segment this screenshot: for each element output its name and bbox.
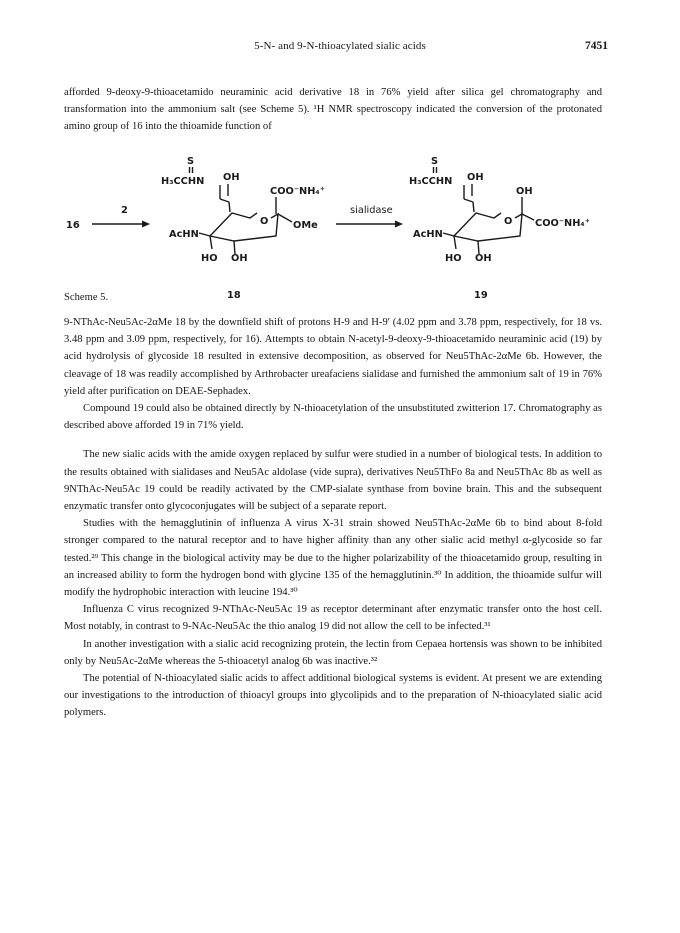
compound-19-number: 19 <box>474 290 488 301</box>
body-text <box>64 314 602 722</box>
page-number: 7451 <box>585 40 608 52</box>
paragraph: The new sialic acids with the amide oxygen replaced by sulfur were studied in a number of biological tests. In addition to the results obtained with sialidases and Neu5Ac aldolase (vide supra), derivatives Neu5ThFo 8a and Neu5ThAc 8b as well as 9NThAc-Neu5Ac 19 could be readily activated by the CMP-sialate synthase from bovine brain. This and the subsequent enzymatic transfer onto glycoconjugates will be subject of a separate report. <box>64 449 602 513</box>
acetamido-label: AcHN <box>413 229 443 240</box>
running-head <box>0 40 680 56</box>
paragraph: Studies with the hemagglutinin of influenza A virus X-31 strain showed Neu5ThAc-2αMe 6b to bind about 8-fold stronger compared to the natural receptor and to have higher affinity than any other sialic acid methyl α-glycoside so far tested.²⁹ This change in the biological activity may be due to the higher polarizability of the thioacetamido group, resulting in an increased ability to form the hydrogen bond with glycine 135 of the hemagglutinin.³⁰ In addition, the thioamide sulfur will modify the hydrophobic interaction with leucine 194.³⁰ <box>64 518 602 599</box>
hydroxy-label: OH <box>223 172 240 183</box>
scheme-5 <box>64 150 624 312</box>
scheme-caption: Scheme 5. <box>64 292 109 303</box>
compound-18-structure <box>161 156 325 264</box>
ring-oxygen-label: O <box>260 216 269 227</box>
ho-label: HO <box>201 253 218 264</box>
step1-reagent-label: 2 <box>121 205 128 216</box>
step2-reagent-label: sialidase <box>350 205 393 216</box>
paragraph: The potential of N-thioacylated sialic acids to affect additional biological systems is evident. At present we are extending our investigations to the introduction of thioacyl groups into glycolipids and to the preparation of N-thioacylated sialic acid polymers. <box>64 673 602 719</box>
thio-sulfur-label: S <box>431 156 439 167</box>
compound-18-number: 18 <box>227 290 241 301</box>
start-compound-label: 16 <box>66 220 80 231</box>
hydroxy-label: OH <box>475 253 492 264</box>
methoxy-label: OMe <box>293 220 318 231</box>
carboxylate-ammonium-label: COO⁻NH₄⁺ <box>535 218 590 229</box>
thioacyl-group-label: H₃CCHN <box>161 176 205 187</box>
ring-oxygen-label: O <box>504 216 513 227</box>
reaction-scheme-drawing <box>64 150 624 312</box>
paragraph: afforded 9-deoxy-9-thioacetamido neuraminic acid derivative 18 in 76% yield after silica gel chromatography and transformation into the ammonium salt (see Scheme 5). ¹H NMR spectroscopy indicated the conversion of the protonated amino group of 16 into the thioamide function of <box>64 87 602 133</box>
acetamido-label: AcHN <box>169 229 199 240</box>
hydroxy-label: OH <box>516 186 533 197</box>
hydroxy-label: OH <box>467 172 484 183</box>
thioacyl-group-label: H₃CCHN <box>409 176 453 187</box>
running-title <box>0 40 680 52</box>
paragraph: Influenza C virus recognized 9-NThAc-Neu5Ac 19 as receptor determinant after enzymatic transfer onto the host cell. Most notably, in contrast to 9-NAc-Neu5Ac the thio analog 19 did not allow the cell to be infected.³¹ <box>64 604 602 633</box>
paragraph: In another investigation with a sialic acid recognizing protein, the lectin from Cepaea hortensis was shown to be inhibited only by Neu5Ac-2αMe whereas the 5-thioacetyl analog 6b was inactive.³² <box>64 638 602 667</box>
carboxylate-ammonium-label: COO⁻NH₄⁺ <box>270 186 325 197</box>
compound-19-structure <box>409 156 590 264</box>
hydroxy-label: OH <box>231 253 248 264</box>
ho-label: HO <box>445 253 462 264</box>
arrow-head-2 <box>395 221 403 228</box>
running-title-text: 5-N- and 9-N-thioacylated sialic acids <box>254 40 426 52</box>
paragraph: 9-NThAc-Neu5Ac-2αMe 18 by the downfield shift of protons H-9 and H-9' (4.02 ppm and 3.78 ppm, respectively, for 18 vs. 3.48 ppm and 3.09 ppm, respectively, for 16). Attempts to obtain N-acetyl-9-deoxy-9-thioacetamido neuraminic acid (19) by acid hydrolysis of glycoside 18 resulted in extensive decomposition, as observed for Neu5ThAc-2αMe 6b. However, the cleavage of 18 was readily accomplished by Arthrobacter ureafaciens sialidase and furnished the ammonium salt of 19 in 76% yield after purification on DEAE-Sephadex. <box>64 317 602 397</box>
thio-sulfur-label: S <box>187 156 195 167</box>
paragraph: Compound 19 could also be obtained directly by N-thioacetylation of the unsubstituted zwitterion 17. Chromatography as described above afforded 19 in 71% yield. <box>64 403 602 432</box>
arrow-head-1 <box>142 221 150 228</box>
intro-paragraph <box>64 84 602 136</box>
paragraph-gap <box>64 434 602 446</box>
